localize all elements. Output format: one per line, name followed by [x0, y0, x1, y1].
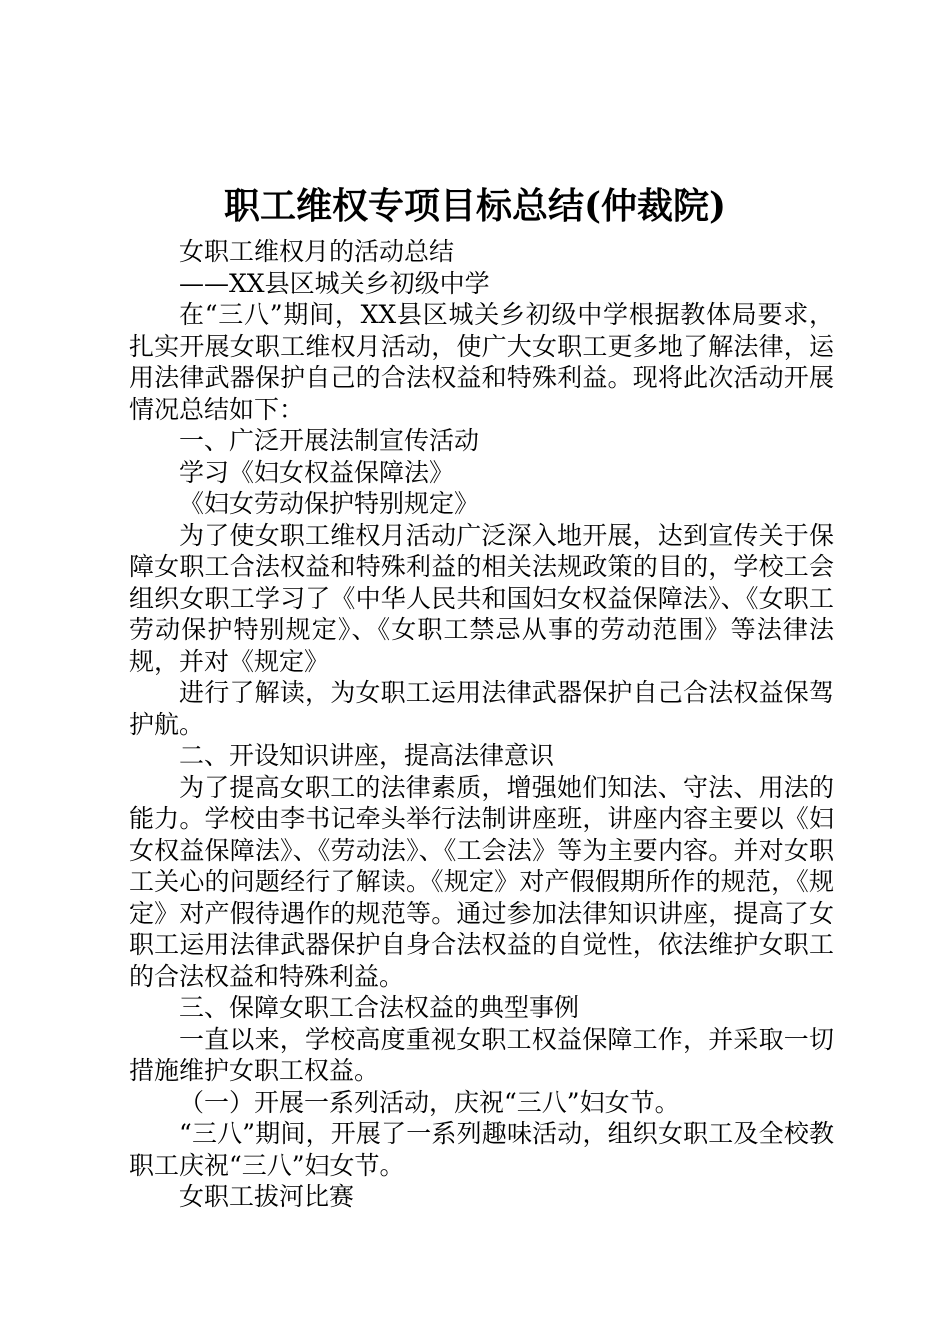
- section-heading-2: 二、开设知识讲座，提高法律意识: [179, 741, 555, 770]
- document-body: [129, 236, 834, 1213]
- document-title: 职工维权专项目标总结(仲裁院): [223, 185, 727, 227]
- subheading-labor-protection: 《妇女劳动保护特别规定》: [179, 489, 480, 518]
- body-paragraph: 为了使女职工维权月活动广泛深入地开展，达到宣传关于保障女职工合法权益和特殊利益的相关法规政策的目的，学校工会组织女职工学习了《中华人民共和国妇女权益保障法》、《女职工劳动保护特别规定》、《女职工禁忌从事的劳动范围》等法律法规，并对《规定》: [129, 520, 834, 676]
- body-paragraph: 为了提高女职工的法律素质，增强她们知法、守法、用法的能力。学校由李书记牵头举行法制讲座班，讲座内容主要以《妇女权益保障法》、《劳动法》、《工会法》等为主要内容。并对女职工关心的问题经行了解读。《规定》对产假假期所作的规范，《规定》对产假待遇作的规范等。通过参加法律知识讲座，提高了女职工运用法律武器保护自身合法权益的自觉性，依法维护女职工的合法权益和特殊利益。: [129, 772, 834, 991]
- subheading-study-law: 学习《妇女权益保障法》: [179, 457, 455, 487]
- closing-line: 女职工拔河比赛: [179, 1182, 355, 1211]
- subtitle-paragraph: 女职工维权月的活动总结: [179, 237, 455, 266]
- intro-paragraph: 在“三八”期间，XX县区城关乡初级中学根据教体局要求，扎实开展女职工维权月活动，使广大女职工更多地了解法律，运用法律武器保护自己的合法权益和特殊利益。现将此次活动开展情况总结如下：: [129, 300, 834, 424]
- body-paragraph: 一直以来，学校高度重视女职工权益保障工作，并采取一切措施维护女职工权益。: [129, 1024, 834, 1085]
- school-name-paragraph: ——XX县区城关乡初级中学: [179, 268, 490, 298]
- subsection-heading: （一）开展一系列活动，庆祝“三八”妇女节。: [179, 1087, 680, 1117]
- section-heading-3: 三、保障女职工合法权益的典型事例: [179, 993, 580, 1022]
- body-paragraph: “三八”期间，开展了一系列趣味活动，组织女职工及全校教职工庆祝“三八”妇女节。: [129, 1119, 834, 1180]
- body-paragraph: 进行了解读，为女职工运用法律武器保护自己合法权益保驾护航。: [129, 678, 834, 739]
- section-heading-1: 一、广泛开展法制宣传活动: [179, 426, 480, 455]
